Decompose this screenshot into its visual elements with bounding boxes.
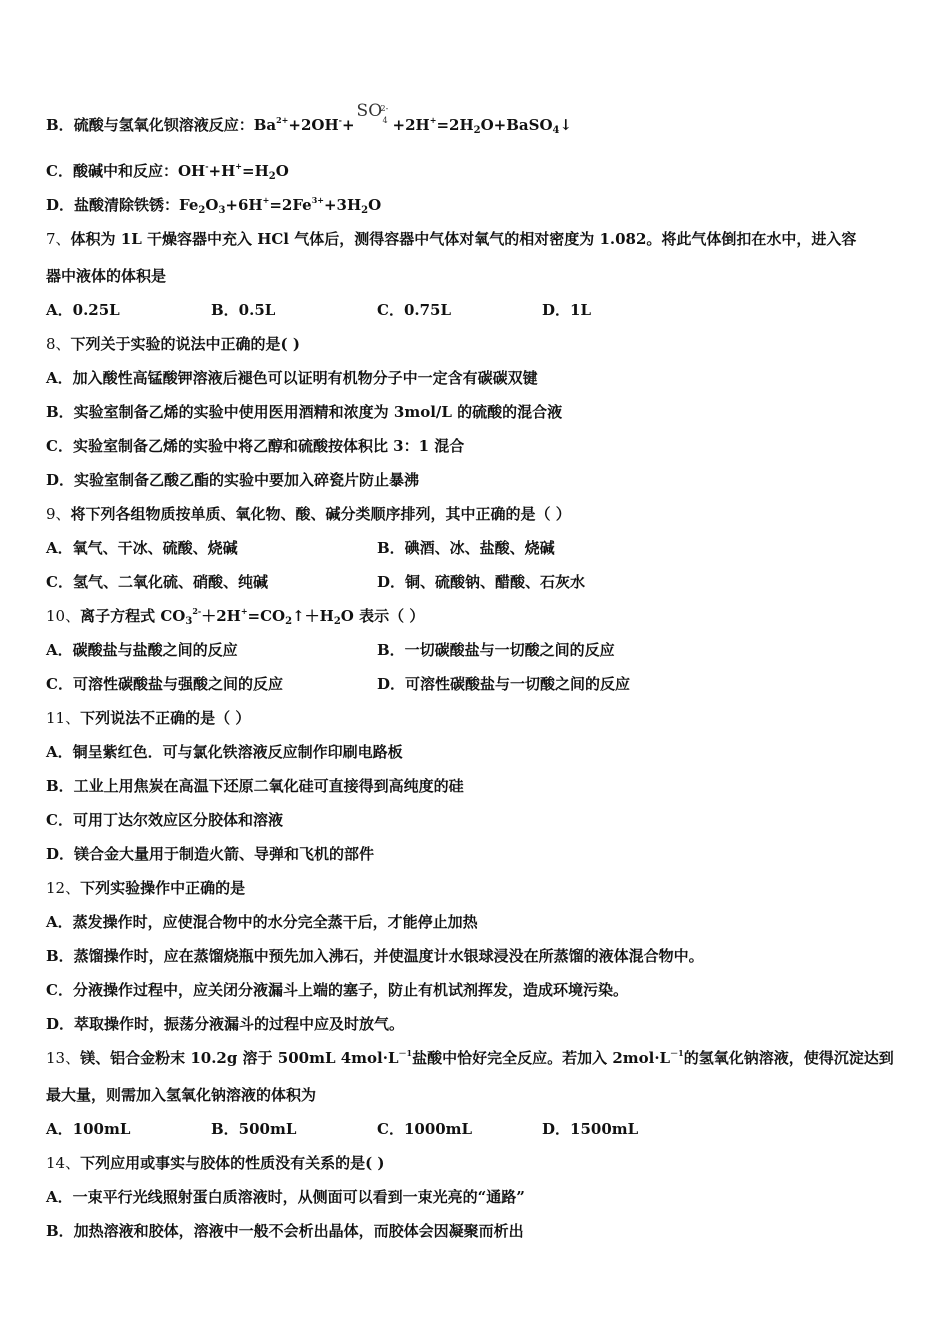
q10-option-d: D．可溶性碳酸盐与一切酸之间的反应 <box>377 675 631 693</box>
q7-option-a: A．0.25L <box>46 301 120 319</box>
q6-option-b: B．硫酸与氢氧化钡溶液反应：$Ba^{2+}+2OH^-+$ SO 2- 4 $+2H^+=2H_2O+BaSO_4↓$ <box>46 101 573 136</box>
sulfate-ion-formula: SO 2- 4 <box>356 101 389 125</box>
q6-option-d: D．盐酸清除铁锈：$Fe_2O_3+6H^+=2Fe^{3+}+3H_2O$ <box>46 195 382 216</box>
q13-stem: 13、镁、铝合金粉末 10.2g 溶于 500mL $4mol\cdot L^{-1}$盐酸中恰好完全反应。若加入 $2mol\cdot L^{-1}$的氢氧化钠溶液，使得沉淀达到 <box>46 1048 894 1067</box>
q10-option-a: A．碳酸盐与盐酸之间的反应 <box>46 641 238 659</box>
q8-option-d: D．实验室制备乙酸乙酯的实验中要加入碎瓷片防止暴沸 <box>46 471 420 489</box>
q11-option-c: C．可用丁达尔效应区分胶体和溶液 <box>46 811 283 829</box>
q7-stem: 7、体积为 1L 干燥容器中充入 HCl 气体后，测得容器中气体对氧气的相对密度为 1.082。将此气体倒扣在水中，进入容 <box>46 230 857 248</box>
q13-option-a: A．100mL <box>46 1120 131 1138</box>
q7-option-b: B．0.5L <box>211 301 276 319</box>
q8-option-a: A．加入酸性高锰酸钾溶液后褪色可以证明有机物分子中一定含有碳碳双键 <box>46 369 538 387</box>
q7-stem-cont: 器中液体的体积是 <box>46 267 167 285</box>
q14-option-b: B．加热溶液和胶体，溶液中一般不会析出晶体，而胶体会因凝聚而析出 <box>46 1222 524 1240</box>
q7-option-c: C．0.75L <box>377 301 452 319</box>
q10-option-c: C．可溶性碳酸盐与强酸之间的反应 <box>46 675 283 693</box>
q8-stem: 8、下列关于实验的说法中正确的是( ) <box>46 335 300 353</box>
q12-option-a: A．蒸发操作时，应使混合物中的水分完全蒸干后，才能停止加热 <box>46 913 478 931</box>
q14-stem: 14、下列应用或事实与胶体的性质没有关系的是( ) <box>46 1154 385 1172</box>
q12-stem: 12、下列实验操作中正确的是 <box>46 879 246 897</box>
q9-option-b: B．碘酒、冰、盐酸、烧碱 <box>377 539 555 557</box>
q13-option-d: D．1500mL <box>542 1120 639 1138</box>
q12-option-b: B．蒸馏操作时，应在蒸馏烧瓶中预先加入沸石，并使温度计水银球浸没在所蒸馏的液体混合物中。 <box>46 947 704 965</box>
q10-stem: 10、离子方程式 $CO_3^{2-}+2H^+=CO_2↑+H_2O$ 表示（ ） <box>46 606 425 627</box>
q9-option-a: A．氧气、干冰、硫酸、烧碱 <box>46 539 238 557</box>
q12-option-d: D．萃取操作时，振荡分液漏斗的过程中应及时放气。 <box>46 1015 405 1033</box>
q13-option-c: C．1000mL <box>377 1120 473 1138</box>
q7-option-d: D．1L <box>542 301 591 319</box>
q6-option-c: C．酸碱中和反应：$OH^-+H^+=H_2O$ <box>46 161 289 182</box>
q11-option-d: D．镁合金大量用于制造火箭、导弹和飞机的部件 <box>46 845 375 863</box>
q11-option-b: B．工业上用焦炭在高温下还原二氧化硅可直接得到高纯度的硅 <box>46 777 464 795</box>
q13-stem-cont: 最大量，则需加入氢氧化钠溶液的体积为 <box>46 1086 317 1104</box>
q11-option-a: A．铜呈紫红色．可与氯化铁溶液反应制作印刷电路板 <box>46 743 403 761</box>
q11-stem: 11、下列说法不正确的是（ ） <box>46 709 251 727</box>
q8-option-c: C．实验室制备乙烯的实验中将乙醇和硫酸按体积比 3：1 混合 <box>46 437 465 455</box>
q8-option-b: B．实验室制备乙烯的实验中使用医用酒精和浓度为 3mol/L 的硫酸的混合液 <box>46 403 563 421</box>
q12-option-c: C．分液操作过程中，应关闭分液漏斗上端的塞子，防止有机试剂挥发，造成环境污染。 <box>46 981 628 999</box>
q10-option-b: B．一切碳酸盐与一切酸之间的反应 <box>377 641 615 659</box>
q9-stem: 9、将下列各组物质按单质、氧化物、酸、碱分类顺序排列，其中正确的是（ ） <box>46 505 571 523</box>
q14-option-a: A．一束平行光线照射蛋白质溶液时，从侧面可以看到一束光亮的“通路” <box>46 1188 525 1206</box>
q13-option-b: B．500mL <box>211 1120 297 1138</box>
q9-option-c: C．氢气、二氧化硫、硝酸、纯碱 <box>46 573 268 591</box>
q9-option-d: D．铜、硫酸钠、醋酸、石灰水 <box>377 573 586 591</box>
